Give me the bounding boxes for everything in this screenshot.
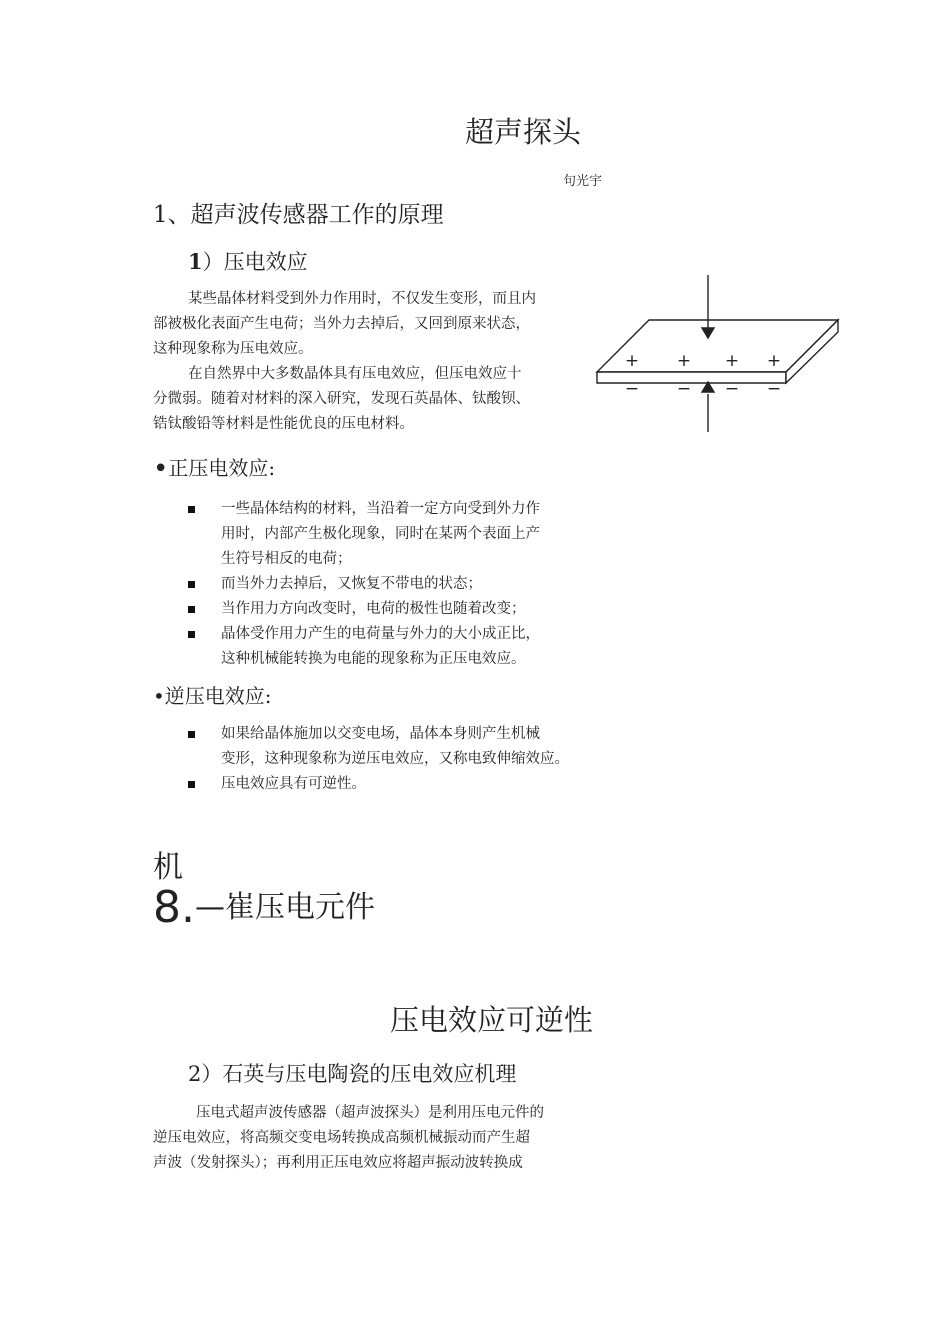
final-line: 逆压电效应，将高频交变电场转换成高频机械振动而产生超: [153, 1130, 530, 1146]
list-item: [188, 772, 569, 797]
square-bullet-icon: [188, 606, 195, 613]
author-name: 句光宇: [563, 174, 603, 189]
heading-reversibility: 压电效应可逆性: [390, 1003, 594, 1037]
list-item-line: 当作用力方向改变时，电荷的极性也随着改变；: [221, 601, 526, 617]
minus-sign: −: [766, 379, 782, 399]
list-item-line: 生符号相反的电荷；: [221, 551, 352, 567]
list-item: [188, 497, 540, 572]
large-text-line-2: [153, 880, 375, 936]
subsection-number: 1: [188, 249, 203, 274]
minus-sign: −: [624, 379, 640, 399]
list-item-line: 一些晶体结构的材料，当沿着一定方向受到外力作: [221, 501, 540, 517]
list-item-line: 压电效应具有可逆性。: [221, 776, 366, 792]
square-bullet-icon: [188, 781, 195, 788]
minus-sign: −: [676, 379, 692, 399]
subsection-heading-piezo: [188, 246, 308, 276]
intro-line: 在自然界中大多数晶体具有压电效应，但压电效应十: [188, 366, 522, 382]
intro-line: 锆钛酸铅等材料是性能优良的压电材料。: [153, 416, 414, 432]
subsection-text: ）压电效应: [202, 250, 308, 274]
minus-sign: −: [724, 379, 740, 399]
forward-effect-heading-text: 正压电效应:: [168, 456, 276, 480]
intro-line: 部被极化表面产生电荷；当外力去掉后，又回到原来状态，: [153, 316, 530, 332]
list-item: [188, 722, 569, 772]
final-line: 压电式超声波传感器（超声波探头）是利用压电元件的: [196, 1105, 544, 1121]
list-item-line: 这种机械能转换为电能的现象称为正压电效应。: [221, 651, 526, 667]
inverse-effect-heading-text: 逆压电效应:: [164, 684, 272, 708]
plus-sign: +: [724, 351, 740, 371]
plus-sign: +: [624, 351, 640, 371]
forward-effect-heading: [153, 452, 275, 484]
section-heading-1: 1、超声波传感器工作的原理: [153, 202, 444, 228]
list-item-line: 用时，内部产生极化现象，同时在某两个表面上产: [221, 526, 540, 542]
list-item-line: 而当外力去掉后，又恢复不带电的状态；: [221, 576, 482, 592]
square-bullet-icon: [188, 631, 195, 638]
final-line: 声波（发射探头）；再利用正压电效应将超声振动波转换成: [153, 1155, 523, 1171]
plus-sign: +: [676, 351, 692, 371]
intro-line: 分微弱。随着对材料的深入研究，发现石英晶体、钛酸钡、: [153, 391, 530, 407]
list-item: [188, 622, 540, 672]
subsection-heading-mechanism: 2）石英与压电陶瓷的压电效应机理: [188, 1062, 517, 1086]
piezo-plate-diagram: [592, 272, 842, 437]
list-item: [188, 597, 540, 622]
list-item-line: 如果给晶体施加以交变电场，晶体本身则产生机械: [221, 726, 540, 742]
bullet-dot-icon: •: [153, 684, 165, 708]
square-bullet-icon: [188, 731, 195, 738]
list-item: [188, 572, 540, 597]
inverse-effect-list: [188, 722, 569, 797]
intro-line: 这种现象称为压电效应。: [153, 341, 313, 357]
large-text-rest: —崔压电元件: [194, 890, 375, 925]
inverse-effect-heading: [153, 680, 272, 709]
bullet-dot-icon: •: [153, 454, 169, 484]
list-item-line: 变形，这种现象称为逆压电效应，又称电致伸缩效应。: [221, 751, 569, 767]
square-bullet-icon: [188, 581, 195, 588]
list-item-line: 晶体受作用力产生的电荷量与外力的大小成正比，: [221, 626, 540, 642]
large-text-number: 8.: [153, 882, 195, 933]
large-text-line-1: 机: [153, 850, 183, 885]
plus-sign: +: [766, 351, 782, 371]
forward-effect-list: [188, 497, 540, 672]
intro-line: 某些晶体材料受到外力作用时，不仅发生变形，而且内: [188, 291, 536, 307]
document-title: 超声探头: [464, 115, 581, 149]
square-bullet-icon: [188, 506, 195, 513]
final-paragraph: [153, 1101, 603, 1176]
intro-paragraph: [153, 287, 603, 437]
